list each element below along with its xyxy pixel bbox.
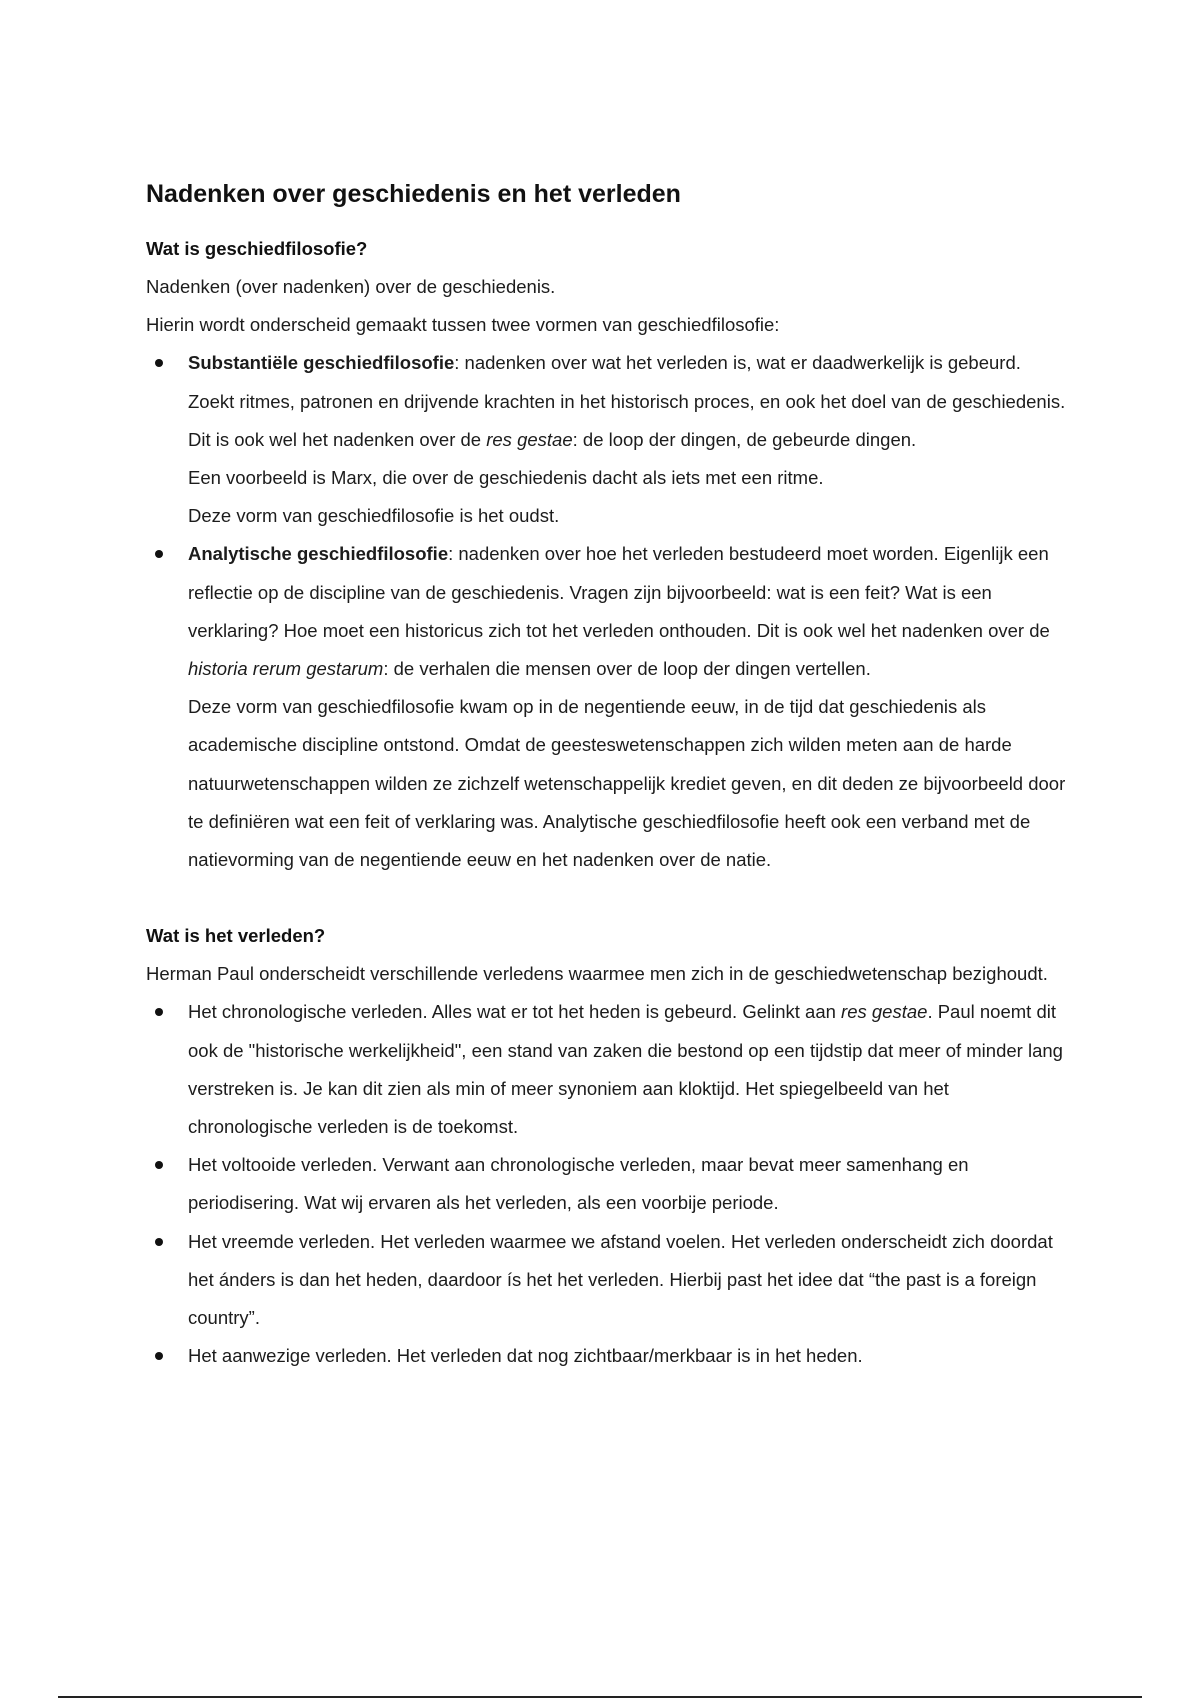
list-item bbox=[146, 1146, 1066, 1222]
bullet-icon bbox=[155, 1352, 163, 1360]
item-text: : nadenken over hoe het verleden bestudeerd moet worden. Eigenlijk een reflectie op de discipline van de geschiedenis. Vragen zijn bijvoorbeeld: wat is een feit? Wat is een verklaring? Hoe moet een historicus zich tot het verleden onthouden. Dit is ook wel het nadenken over de bbox=[188, 543, 1050, 641]
item-paragraph: Deze vorm van geschiedfilosofie is het oudst. bbox=[188, 505, 560, 527]
list-item bbox=[146, 993, 1066, 1146]
item-text: . Paul noemt dit ook de "historische werkelijkheid", een stand van zaken die bestond op een tijdstip dat meer of minder lang verstreken is. Je kan dit zien als min of meer synoniem aan kloktijd. Het spiegelbeeld van het chronologische verleden is de toekomst. bbox=[188, 1001, 1063, 1138]
item-text: : de loop der dingen, de gebeurde dingen. bbox=[572, 428, 917, 450]
list-item bbox=[146, 535, 1066, 879]
item-text: Het voltooide verleden. Verwant aan chronologische verleden, maar bevat meer samenhang en periodisering. Wat wij ervaren als het verleden, als een voorbije periode. bbox=[188, 1154, 969, 1214]
list-item bbox=[146, 344, 1066, 535]
spacer bbox=[146, 879, 1066, 917]
section-heading-verleden: Wat is het verleden? bbox=[146, 925, 326, 947]
bullet-icon bbox=[155, 1161, 163, 1169]
bullet-icon bbox=[155, 1238, 163, 1246]
term: Substantiële geschiedfilosofie bbox=[188, 352, 455, 374]
footer-divider bbox=[58, 1696, 1142, 1698]
italic-term: historia rerum gestarum bbox=[188, 658, 384, 680]
bullet-list bbox=[146, 344, 1066, 879]
bullet-icon bbox=[155, 1008, 163, 1016]
item-text: Het aanwezige verleden. Het verleden dat nog zichtbaar/merkbaar is in het heden. bbox=[188, 1345, 863, 1367]
paragraph: Herman Paul onderscheidt verschillende verledens waarmee men zich in de geschiedwetenschap bezighoudt. bbox=[146, 963, 1048, 985]
paragraph: Hierin wordt onderscheid gemaakt tussen twee vormen van geschiedfilosofie: bbox=[146, 314, 780, 336]
bullet-icon bbox=[155, 550, 163, 558]
item-text: Het vreemde verleden. Het verleden waarmee we afstand voelen. Het verleden onderscheidt zich doordat het ánders is dan het heden, daardoor ís het het verleden. Hierbij past het idee dat “the past is a foreign country”. bbox=[188, 1230, 1053, 1329]
bullet-icon bbox=[155, 359, 163, 367]
item-paragraph: Deze vorm van geschiedfilosofie kwam op in de negentiende eeuw, in de tijd dat geschiedenis als academische discipline ontstond. Omdat de geesteswetenschappen zich wilden meten aan de harde natuurwetenschappen wilden ze zichzelf wetenschappelijk krediet geven, en dit deden ze bijvoorbeeld door te definiëren wat een feit of verklaring was. Analytische geschiedfilosofie heeft ook een verband met de natievorming van de negentiende eeuw en het nadenken over de natie. bbox=[188, 696, 1066, 871]
italic-term: res gestae bbox=[486, 428, 573, 450]
document-page bbox=[146, 172, 1066, 1375]
item-text: : nadenken over wat het verleden is, wat er daadwerkelijk is gebeurd. Zoekt ritmes, patronen en drijvende krachten in het historisch proces, en ook het doel van de geschiedenis. Dit is ook wel het nadenken over de bbox=[188, 352, 1066, 450]
page-title: Nadenken over geschiedenis en het verleden bbox=[146, 180, 681, 208]
bullet-list bbox=[146, 993, 1066, 1375]
item-text: : de verhalen die mensen over de loop der dingen vertellen. bbox=[383, 658, 871, 680]
item-text: Het chronologische verleden. Alles wat er tot het heden is gebeurd. Gelinkt aan bbox=[188, 1001, 842, 1023]
italic-term: res gestae bbox=[841, 1001, 928, 1023]
section-heading-geschiedfilosofie: Wat is geschiedfilosofie? bbox=[146, 238, 368, 259]
item-paragraph: Een voorbeeld is Marx, die over de geschiedenis dacht als iets met een ritme. bbox=[188, 467, 824, 489]
term: Analytische geschiedfilosofie bbox=[188, 543, 449, 565]
paragraph: Nadenken (over nadenken) over de geschiedenis. bbox=[146, 276, 556, 297]
list-item bbox=[146, 1337, 1066, 1375]
list-item bbox=[146, 1223, 1066, 1338]
